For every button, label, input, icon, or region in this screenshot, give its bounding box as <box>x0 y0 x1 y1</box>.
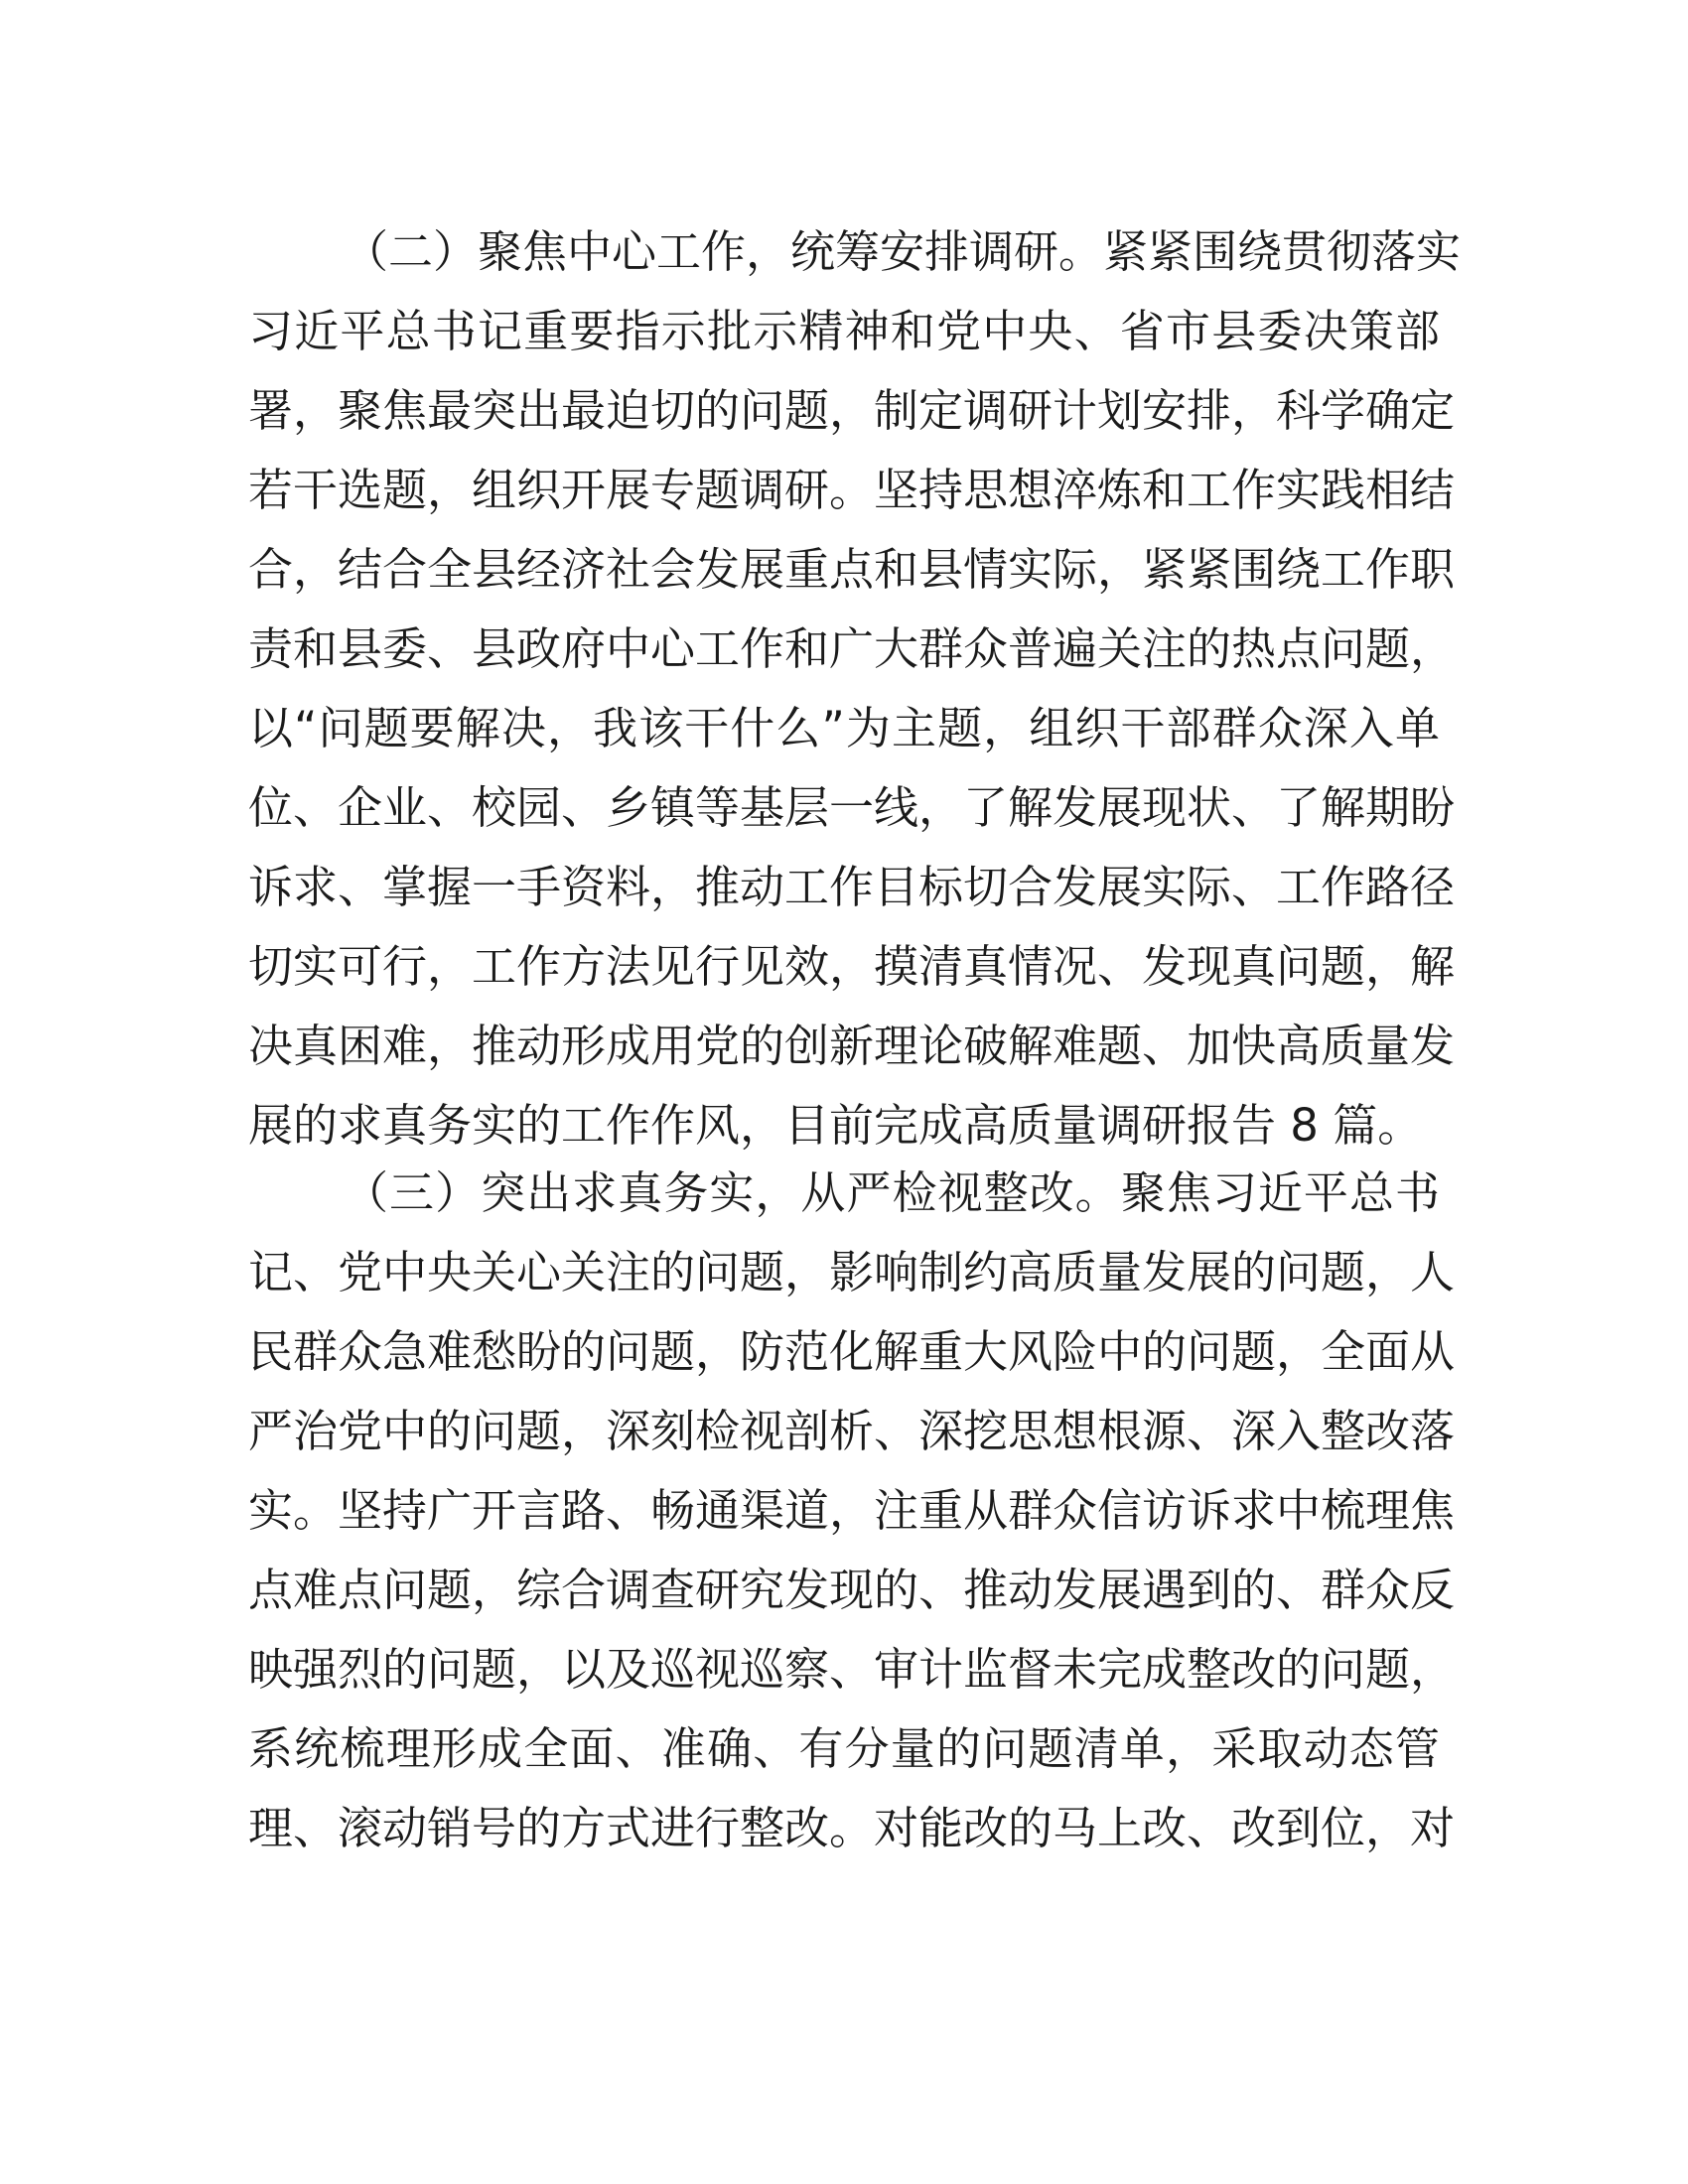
paragraph-line: 署，聚焦最突出最迫切的问题，制定调研计划安排，科学确定 <box>248 384 1456 437</box>
paragraph-line: 映强烈的问题，以及巡视巡察、审计监督未完成整改的问题， <box>248 1643 1456 1696</box>
paragraph-line: 决真困难，推动形成用党的创新理论破解难题、加快高质量发 <box>248 1020 1456 1072</box>
paragraph-line: 诉求、掌握一手资料，推动工作目标切合发展实际、工作路径 <box>248 861 1456 913</box>
paragraph-line: 实。坚持广开言路、畅通渠道，注重从群众信访诉求中梳理焦 <box>248 1484 1456 1537</box>
paragraph-line: 切实可行，工作方法见行见效，摸清真情况、发现真问题，解 <box>248 940 1456 993</box>
paragraph-line: 位、企业、校园、乡镇等基层一线，了解发展现状、了解期盼 <box>248 781 1456 834</box>
paragraph-line: 点难点问题，综合调查研究发现的、推动发展遇到的、群众反 <box>248 1564 1456 1616</box>
paragraph-3 <box>248 1154 1456 1868</box>
paragraph-line: 理、滚动销号的方式进行整改。对能改的马上改、改到位，对 <box>248 1802 1456 1854</box>
paragraph-line: 合，结合全县经济社会发展重点和县情实际，紧紧围绕工作职 <box>248 543 1456 596</box>
paragraph-line: 若干选题，组织开展专题调研。坚持思想淬炼和工作实践相结 <box>248 464 1456 516</box>
paragraph-line: 民群众急难愁盼的问题，防范化解重大风险中的问题，全面从 <box>248 1325 1456 1378</box>
paragraph-line: （二）聚焦中心工作，统筹安排调研。紧紧围绕贯彻落实 <box>344 225 1462 278</box>
paragraph-2 <box>248 212 1462 1165</box>
paragraph-line: 记、党中央关心关注的问题，影响制约高质量发展的问题，人 <box>248 1246 1456 1298</box>
paragraph-line: 严治党中的问题，深刻检视剖析、深挖思想根源、深入整改落 <box>248 1405 1456 1457</box>
paragraph-line: 习近平总书记重要指示批示精神和党中央、省市县委决策部 <box>248 305 1440 357</box>
paragraph-line: 展的求真务实的工作作风，目前完成高质量调研报告 8 篇。 <box>248 1099 1423 1152</box>
paragraph-line: 以“问题要解决，我该干什么”为主题，组织干部群众深入单 <box>248 702 1440 754</box>
paragraph-line: 系统梳理形成全面、准确、有分量的问题清单，采取动态管 <box>248 1722 1440 1775</box>
paragraph-line: （三）突出求真务实，从严检视整改。聚焦习近平总书 <box>344 1166 1440 1219</box>
paragraph-line: 责和县委、县政府中心工作和广大群众普遍关注的热点问题， <box>248 622 1456 675</box>
